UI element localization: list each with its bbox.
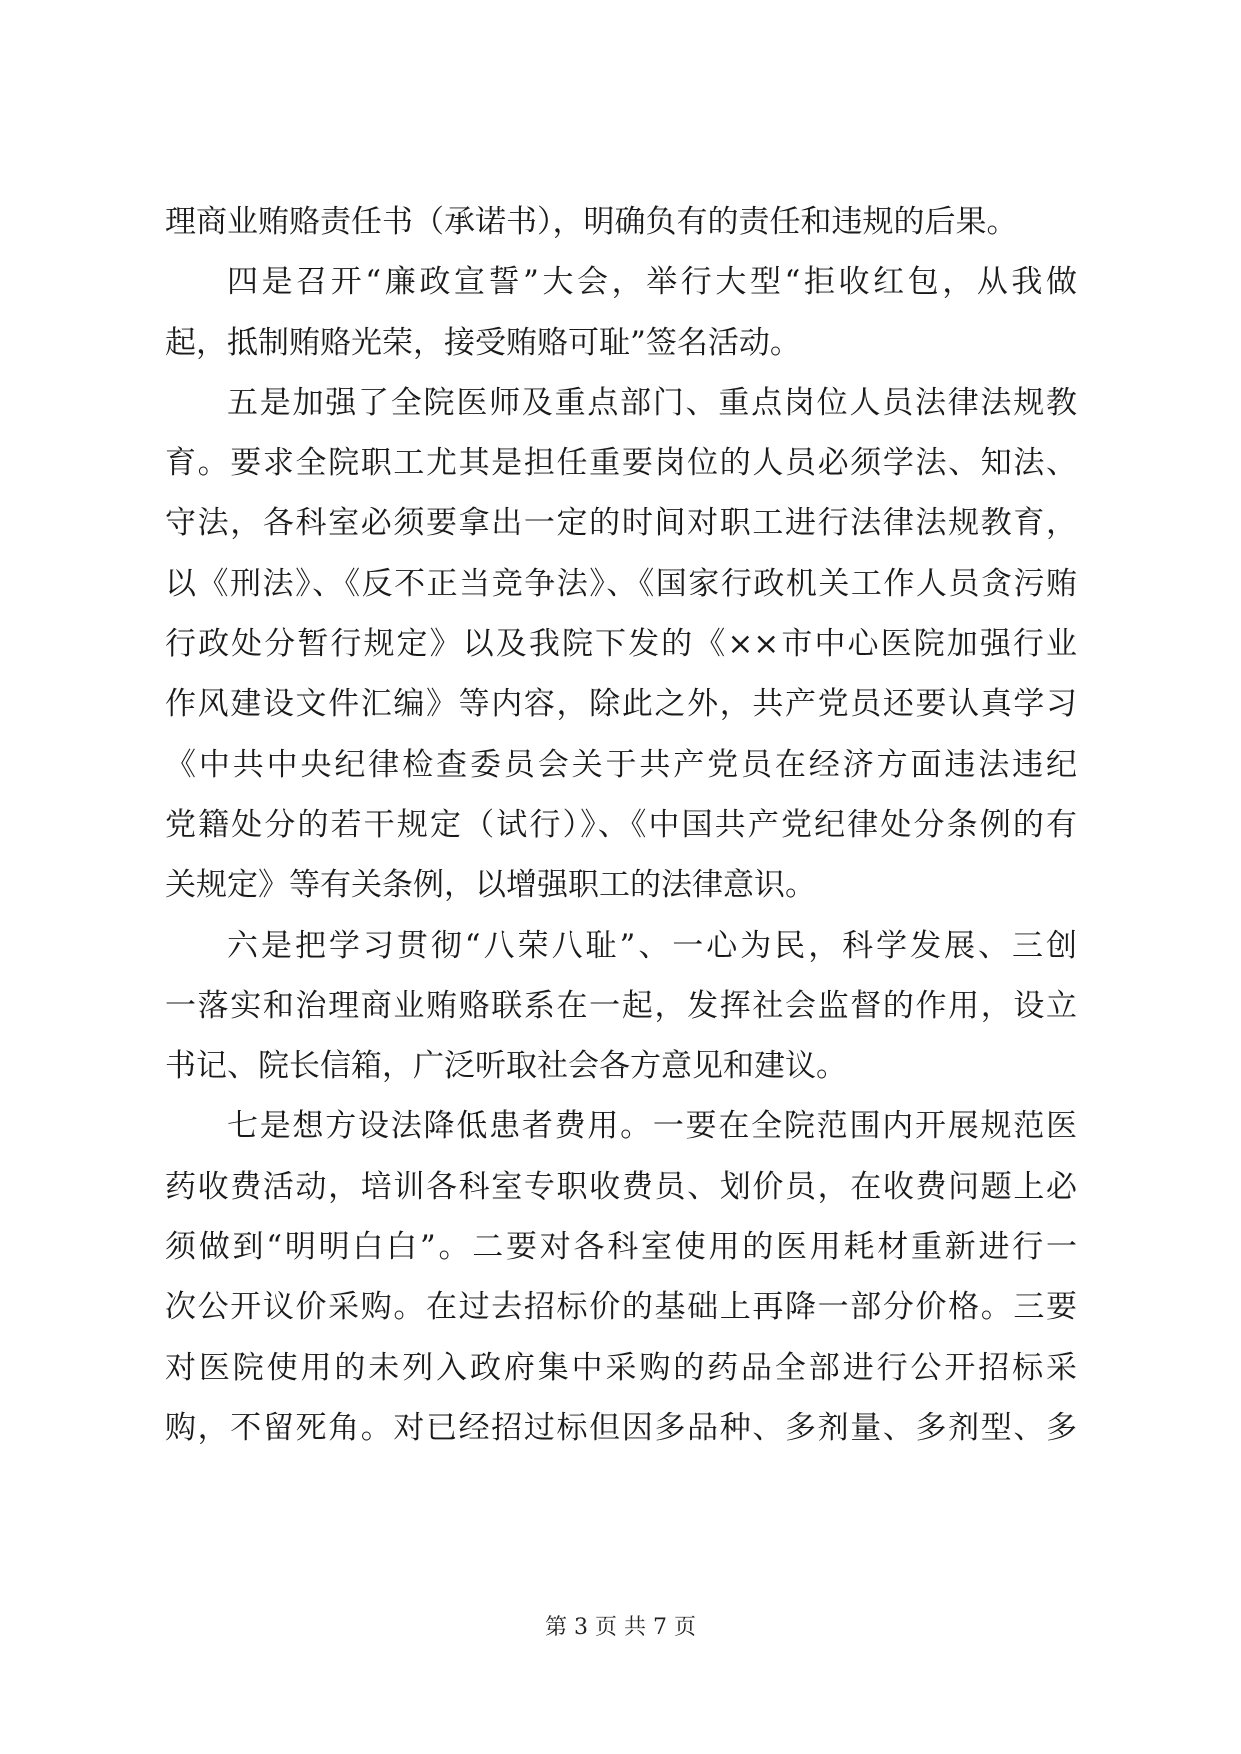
text-line: 党籍处分的若干规定（试行）》、《中国共产党纪律处分条例的有: [165, 806, 1077, 843]
text-line: 书记、院长信箱，广泛听取社会各方意见和建议。: [165, 1048, 847, 1085]
text-line: 七是想方设法降低患者费用。一要在全院范围内开展规范医: [227, 1108, 1077, 1145]
text-line: 《中共中央纪律检查委员会关于共产党员在经济方面违法违纪: [165, 746, 1077, 783]
text-line: 起，抵制贿赂光荣，接受贿赂可耻”签名活动。: [165, 324, 801, 361]
text-line: 理商业贿赂责任书（承诺书），明确负有的责任和违规的后果。: [165, 204, 1018, 240]
text-line: 作风建设文件汇编》等内容，除此之外，共产党员还要认真学习: [165, 686, 1077, 723]
text-line: 次公开议价采购。在过去招标价的基础上再降一部分价格。三要: [165, 1289, 1077, 1326]
text-line: 关规定》等有关条例，以增强职工的法律意识。: [165, 867, 816, 904]
text-line: 购，不留死角。对已经招过标但因多品种、多剂量、多剂型、多: [165, 1409, 1077, 1446]
text-line: 五是加强了全院医师及重点部门、重点岗位人员法律法规教: [227, 384, 1077, 421]
text-line: 对医院使用的未列入政府集中采购的药品全部进行公开招标采: [165, 1349, 1077, 1386]
text-line: 育。要求全院职工尤其是担任重要岗位的人员必须学法、知法、: [165, 445, 1077, 482]
page-footer: 第 3 页 共 7 页: [545, 1615, 696, 1640]
text-line: 行政处分暂行规定》以及我院下发的《××市中心医院加强行业: [165, 626, 1077, 663]
text-line: 须做到“明明白白”。二要对各科室使用的医用耗材重新进行一: [165, 1229, 1077, 1266]
text-line: 六是把学习贯彻“八荣八耻”、一心为民，科学发展、三创: [227, 927, 1077, 964]
text-line: 药收费活动，培训各科室专职收费员、划价员，在收费问题上必: [165, 1168, 1077, 1205]
text-line: 以《刑法》、《反不正当竞争法》、《国家行政机关工作人员贪污贿: [165, 565, 1077, 602]
text-line: 四是召开“廉政宣誓”大会，举行大型“拒收红包，从我做: [227, 264, 1077, 301]
text-line: 一落实和治理商业贿赂联系在一起，发挥社会监督的作用，设立: [165, 987, 1077, 1024]
text-line: 守法，各科室必须要拿出一定的时间对职工进行法律法规教育，: [165, 505, 1077, 542]
document-body: [165, 192, 1077, 1458]
